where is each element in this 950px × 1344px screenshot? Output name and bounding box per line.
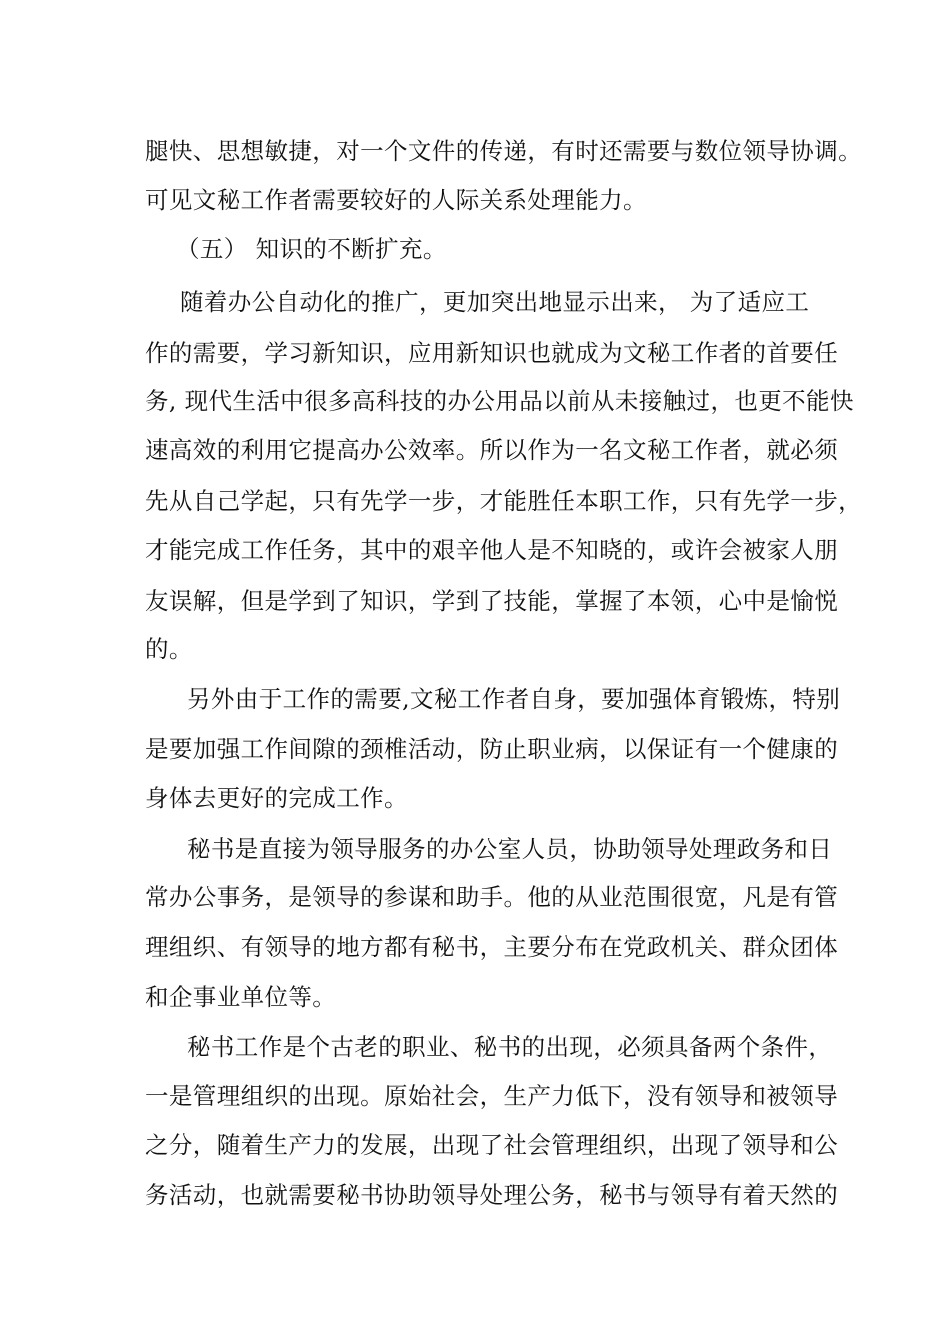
text-line: 务活动，也就需要秘书协助领导处理公务，秘书与领导有着天然的 xyxy=(145,1181,839,1209)
text-line: 秘书是直接为领导服务的办公室人员，协助领导处理政务和日 xyxy=(187,835,833,863)
text-line: 和企事业单位等。 xyxy=(145,983,337,1011)
text-line: 务, 现代生活中很多高科技的办公用品以前从未接触过，也更不能快 xyxy=(145,387,854,415)
text-line: 速高效的利用它提高办公效率。所以作为一名文秘工作者，就必须 xyxy=(145,436,839,464)
text-line: 常办公事务，是领导的参谋和助手。他的从业范围很宽，凡是有管 xyxy=(145,883,839,911)
section-heading: （五） 知识的不断扩充。 xyxy=(176,235,447,263)
text-line: 先从自己学起，只有先学一步，才能胜任本职工作，只有先学一步， xyxy=(145,487,862,515)
text-line: 随着办公自动化的推广，更加突出地显示出来， 为了适应工 xyxy=(180,288,810,316)
text-line: 才能完成工作任务，其中的艰辛他人是不知晓的，或许会被家人朋 xyxy=(145,536,839,564)
text-line: 的。 xyxy=(145,635,193,663)
text-line: 一是管理组织的出现。原始社会，生产力低下，没有领导和被领导 xyxy=(145,1082,839,1110)
text-line: 可见文秘工作者需要较好的人际关系处理能力。 xyxy=(145,186,647,214)
text-line: 理组织、有领导的地方都有秘书，主要分布在党政机关、群众团体 xyxy=(145,933,839,961)
text-line: 秘书工作是个古老的职业、秘书的出现，必须具备两个条件， xyxy=(187,1033,833,1061)
text-line: 之分，随着生产力的发展，出现了社会管理组织，出现了领导和公 xyxy=(145,1131,839,1159)
text-line: 友误解，但是学到了知识，学到了技能，掌握了本领，心中是愉悦 xyxy=(145,587,839,615)
text-line: 身体去更好的完成工作。 xyxy=(145,784,408,812)
text-line: 是要加强工作间隙的颈椎活动，防止职业病，以保证有一个健康的 xyxy=(145,735,839,763)
text-line: 另外由于工作的需要,文秘工作者自身，要加强体育锻炼，特别 xyxy=(187,685,841,713)
text-line: 腿快、思想敏捷，对一个文件的传递，有时还需要与数位领导协调。 xyxy=(145,137,862,165)
text-line: 作的需要，学习新知识，应用新知识也就成为文秘工作者的首要任 xyxy=(145,339,839,367)
